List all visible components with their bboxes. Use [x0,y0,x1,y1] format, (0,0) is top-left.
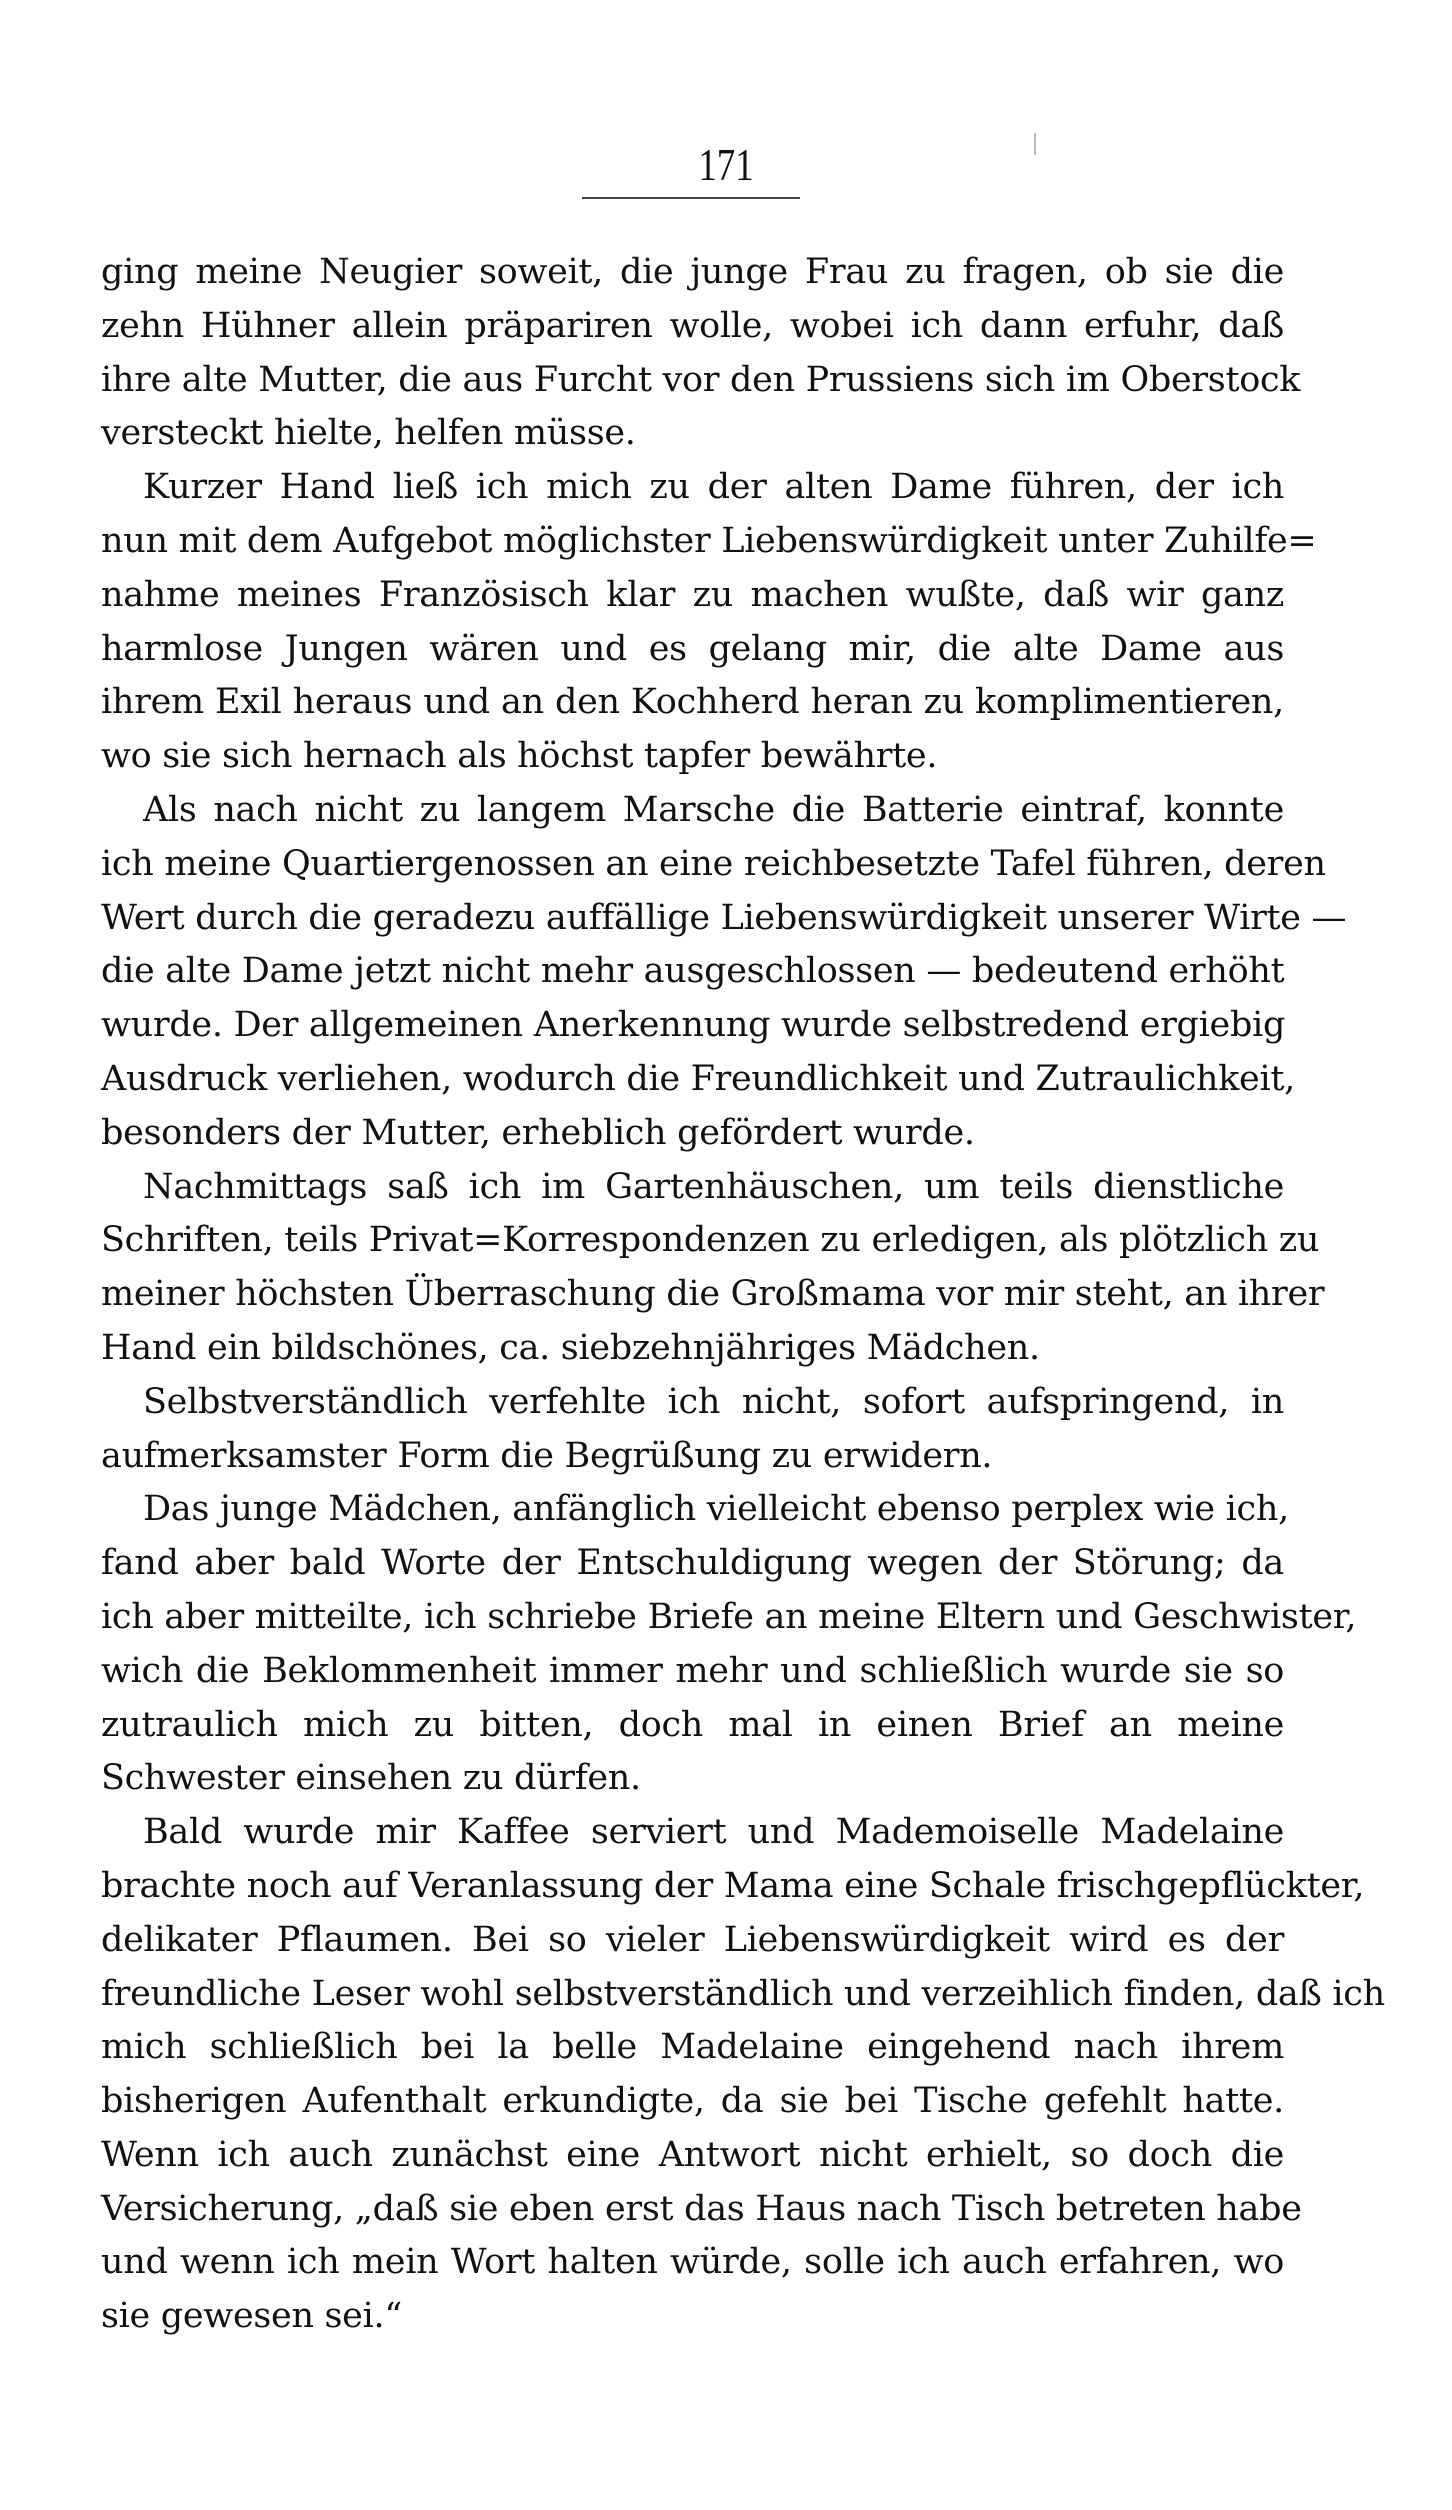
text-line: mich schließlich bei la belle Madelaine eingehend nach ihrem [101,2027,1284,2068]
text-line: ich meine Quartiergenossen an eine reichbesetzte Tafel führen, deren [101,843,1326,884]
text-line: Wert durch die geradezu auffällige Liebenswürdigkeit unserer Wirte — [101,897,1347,938]
text-line: ihrem Exil heraus und an den Kochherd heran zu komplimentieren, [101,682,1284,723]
text-line: Bald wurde mir Kaffee serviert und Mademoiselle Madelaine [143,1812,1284,1853]
text-line: bisherigen Aufenthalt erkundigte, da sie bei Tische gefehlt hatte. [101,2081,1284,2122]
text-line: Das junge Mädchen, anfänglich vielleicht ebenso perplex wie ich, [143,1489,1289,1530]
text-line: wurde. Der allgemeinen Anerkennung wurde selbstredend ergiebig [101,1005,1286,1046]
text-line: besonders der Mutter, erheblich gefördert wurde. [101,1112,975,1153]
text-line: versteckt hielte, helfen müsse. [101,413,636,454]
text-line: nun mit dem Aufgebot möglichster Liebenswürdigkeit unter Zuhilfe= [101,520,1317,561]
text-line: harmlose Jungen wären und es gelang mir, die alte Dame aus [101,628,1284,669]
text-line: meiner höchsten Überraschung die Großmama vor mir steht, an ihrer [101,1274,1325,1315]
text-line: delikater Pflaumen. Bei so vieler Liebenswürdigkeit wird es der [101,1919,1284,1960]
text-line: Kurzer Hand ließ ich mich zu der alten Dame führen, der ich [143,467,1284,508]
text-line: Wenn ich auch zunächst eine Antwort nicht erhielt, so doch die [101,2134,1284,2175]
text-line: die alte Dame jetzt nicht mehr ausgeschlossen — bedeutend erhöht [101,951,1285,992]
page-number: 171 [698,139,754,190]
text-line: freundliche Leser wohl selbstverständlich und verzeihlich finden, daß ich [101,1973,1385,2014]
text-line: Als nach nicht zu langem Marsche die Batterie eintraf, konnte [143,789,1284,830]
text-line: Versicherung, „daß sie eben erst das Haus nach Tisch betreten habe [101,2188,1302,2229]
text-line: Ausdruck verliehen, wodurch die Freundlichkeit und Zutraulichkeit, [101,1058,1295,1099]
paragraph [101,784,1347,1161]
header-rule [582,197,800,199]
text-line: ihre alte Mutter, die aus Furcht vor den Prussiens sich im Oberstock [101,359,1301,400]
text-line: wo sie sich hernach als höchst tapfer bewährte. [101,736,938,777]
text-line: fand aber bald Worte der Entschuldigung wegen der Störung; da [101,1543,1284,1584]
paragraph [101,1483,1357,1806]
text-line: ging meine Neugier soweit, die junge Frau zu fragen, ob sie die [101,252,1284,292]
text-line: zutraulich mich zu bitten, doch mal in einen Brief an meine [101,1704,1284,1745]
body-text [101,246,1385,2344]
text-line: zehn Hühner allein präpariren wolle, wobei ich dann erfuhr, daß [101,305,1284,346]
text-line: Nachmittags saß ich im Gartenhäuschen, um teils dienstliche [143,1166,1284,1207]
text-line: nahme meines Französisch klar zu machen wußte, daß wir ganz [101,574,1284,615]
paragraph [101,1376,1284,1484]
text-line: Hand ein bildschönes, ca. siebzehnjähriges Mädchen. [101,1327,1040,1368]
text-line: und wenn ich mein Wort halten würde, solle ich auch erfahren, wo [101,2242,1284,2283]
text-line: ich aber mitteilte, ich schriebe Briefe an meine Eltern und Geschwister, [101,1596,1357,1637]
text-line: sie gewesen sei.“ [101,2296,402,2337]
paragraph [101,246,1301,461]
text-line: Schwester einsehen zu dürfen. [101,1758,641,1799]
text-line: brachte noch auf Veranlassung der Mama eine Schale frischgepflückter, [101,1865,1365,1906]
paragraph [101,1161,1325,1376]
text-line: Selbstverständlich verfehlte ich nicht, sofort aufspringend, in [143,1381,1284,1422]
text-line: wich die Beklommenheit immer mehr und schließlich wurde sie so [101,1650,1284,1691]
text-line: Schriften, teils Privat=Korrespondenzen zu erledigen, als plötzlich zu [101,1220,1320,1261]
paragraph [101,1806,1385,2344]
text-line: aufmerksamster Form die Begrüßung zu erwidern. [101,1435,993,1476]
paragraph [101,461,1317,784]
